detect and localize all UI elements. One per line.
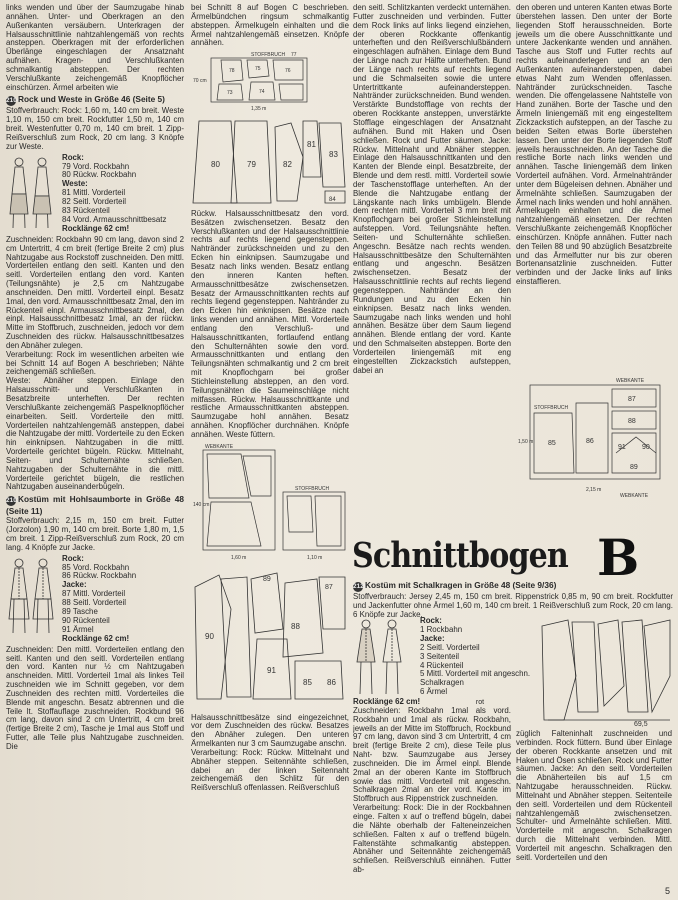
svg-text:69,5: 69,5: [634, 721, 648, 728]
column-2-top-text: bei Schnitt 8 auf Bogen C beschrieben. Ärmelbündchen ringsum schmalkantig absteppen. Ärmelkugeln einhalten und die Ärmel nahtzahlengemäß einsetzen. Knöpfe annähen.: [191, 4, 349, 48]
svg-text:STOFFBRUCH: STOFFBRUCH: [295, 485, 330, 492]
section-2103-parts-block: [6, 555, 184, 644]
section-2103-cutting: Zuschneiden: Den mittl. Vorderteilen entlang den seitl. Kanten und den seitl. Vorderteilen entlang den vord. Kanten nur ½ cm Nahtzugaben anschneiden. Mittl. Vorderteil 1mal als linkes Teil zuschneiden wie im Schnitt gegeben, vor dem Zuschneiden des rechten mittl. Vorderteiles die Blende mit angeschn. Besatz abtrennen und die Teile lt. Stoffauflage zuschneiden. Rockbund 96 cm lang, davon sind 2 cm Untertritt, 4 cm breit (fertige Breite 2 cm), Tasche je 1mal aus Stoff und Futter, alle Teile plus Nahtzugabe zuschneiden. Die: [6, 644, 184, 751]
svg-text:91: 91: [618, 444, 626, 451]
section-2104-parts: Rock: 79 Vord. Rockbahn 80 Rückw. Rockbahn Weste: 81 Mittl. Vorderteil 82 Seitl. Vorderteil 83 Rückenteil 84 Vord. Armausschnittbesatz Rocklänge 62 cm!: [62, 152, 167, 233]
svg-text:79: 79: [247, 160, 256, 170]
section-2120-continued: züglich Falteninhalt zuschneiden und verbinden. Rock füttern. Bund über Einlage der oberen Rockkante ansetzen und mit Haken und Ösen schließen. Rock und Futter säumen. Jacke: An den seitl. Vorderteilen die Abnäherteilen bis auf 1,5 cm Nahtzugabe herausschneiden. Rückw. Mittelnaht und Abnäher steppen. Seitenteile den seitl. Vorderteilen und dem Rückenteil nahtzahlengemäß zwischensetzen. Schulter- und Ärmelnähte schließen. Mittl. Vorderteile mit angeschn. Schalkragen durch die Mittelnaht verbinden. Mittl. Vorderteil mit angeschn. Schalkragen den seitl. Vorderteilen und den: [516, 730, 672, 862]
column-2: [191, 4, 349, 896]
section-2103-parts: Rock: 85 Vord. Rockbahn 86 Rückw. Rockbahn Jacke: 87 Mittl. Vorderteil 88 Seitl. Vorderteil 89 Tasche 90 Rückenteil 91 Ärmel Rocklänge 62 cm!: [62, 553, 137, 643]
svg-text:88: 88: [628, 418, 636, 425]
section-2120-skirt-length: Rocklänge 62 cm!: [353, 698, 421, 706]
column-2-bottom-text: Halsausschnittbesätze sind eingezeichnet, vor dem Zuschneiden des rückw. Besatzes den Abnäher zulegen. Den unteren Ärmelkanten nur 3 cm Saumzugabe anschn.: [191, 712, 349, 749]
section-2120-left-text: [353, 698, 511, 894]
svg-text:WEBKANTE: WEBKANTE: [620, 493, 649, 499]
section-2120-processing: Verarbeitung: Rock: Die in der Rockbahnen einge. Falten x auf o treffend bügeln, dabei die Nähte oberhalb der Falteneinzeichen schließen. Falten x auf o treffend bügeln. Faltenstähte schmalkantig absteppen. Abnäher und Seitennähte zeichengemäß schließen. Reißverschluß einnähen. Futter ab-: [353, 803, 511, 875]
cutting-layout-79-84: [191, 442, 349, 562]
page-title: Schnittbogen: [352, 535, 568, 576]
column-2-mid-text: Rückw. Halsausschnittbesatz den vord. Besätzen zwischensetzen. Besatz den Verschlußkanten und der Halsausschnittlinie rechts auf rechts liegend gegensteppen. Nahtränder zurückschneiden und zu den Ecken hin einknipsen. Saumzugabe und Besatz nach links wenden. Besatz entlang den inneren Kanten heften. Armausschnittbesätze zwischensetzen. Besatz der Armausschnittkanten rechts auf rechts liegend gegensteppen. Nahtränder zu den Ecken hin einknipsen. Besätze nach links wenden und annähen. Mittl. Vorderteile entlang den Verschluß- und Halsausschnittkanten, fortlaufend entlang den Schulternähten sowie den vord. Armausschnittkanten und entlang den Teilungsnähten schmalkantig und 2 cm breit mit Knopflochgarn bei großer Stichleinstellung absteppen, an den vord. Teilungsnähten die Saumeinschläge nicht mitfassen. Rückw. Halsausschnittkante und restliche Armausschnittkanten absteppen. Saumzugabe hohl annähen. Besatz annähen. Knopflöcher durchnähen. Knöpfe annähen. Weste füttern.: [191, 208, 349, 439]
section-number-badge: 2120: [353, 583, 368, 590]
fashion-figure-2120: [352, 616, 412, 696]
column-4-text: den oberen und unteren Kanten etwas Borte überstehen lassen. Den unter der Borte liegenden Stoff herausschneiden. Borte jeweils um die obere Ausschnittkante und untere Jackenkante wenden und annähen. Tasche aus Stoff und Futter rechts auf rechts aufeinanderlegen und an den Außenkanten aufeinandersteppen, dabei etwas Naht zum Wenden offenlassen. Nahtränder zurückschneiden. Tasche wenden. Die offengelassene Nahtstelle von Hand zunähen. Borte der Tasche und den Ärmeln liniengemäß mit eng eingestelltem Zickzackstich aufsteppen, an der Tasche zu beiden Seiten etwas Borte überstehen lassen. Den unter der Borte liegenden Stoff jeweils herausschneiden. An der Tasche die restliche Borte nach links wenden und annähen. Tasche liniengemäß dem linken Vorderteil aufnähen. Vord. Ärmelnahtränder unter dem Bügeleisen dehnen. Abnäher und Ärmelnähte schließen. Saumzugaben der Ärmel nach links wenden und hohl annähen. Ärmelkugeln einhalten und die Ärmel nahtzahlengemäß einsetzen. Der rechten Verschlußkante zeichengemäß Knopflöcher einschürzen. Knöpfe annähen. Futter nach den Teilen 88 und 90 abzüglich Besatzbreite und das Ärmelfutter nur bis zur oberen Bortenansatzlinie zuschneiden. Futter verbinden und der Jacke links auf links einstaffieren.: [516, 4, 672, 287]
svg-text:85: 85: [303, 677, 312, 687]
svg-text:90: 90: [205, 631, 214, 641]
svg-text:81: 81: [307, 140, 316, 150]
cutting-layout-73-78: [191, 50, 349, 112]
section-2104-processing: Verarbeitung: Rock im wesentlichen arbeiten wie bei Schnitt 14 auf Bogen A beschrieben; Nähte zeichengemäß schließen.: [6, 349, 184, 377]
svg-text:73: 73: [227, 90, 233, 97]
section-2120-cutting: Zuschneiden: Rockbahn 1mal als vord. Rockbahn und 1mal als rückw. Rockbahn, jeweils an der Mitte im Stoffbruch, Rockbund 97 cm lang, davon sind 3 cm Untertritt, 4 cm breit (fertige Breite 2 cm), diese Teile plus Naht- bzw. Saumzugabe aus Jersey zuschneiden. Die im Ärmel einpl. Blende 2mal an der oberen Kante im Stoffbruch sowie das mittl. Vorderteil mit angeschn. Schalkragen 2mal an der vord. Kante im Stoffbruch aus Rippenstrick zuschneiden.: [353, 705, 511, 804]
section-2120-fabric: Stoffverbrauch: Jersey 2,45 m, 150 cm breit. Rippenstrick 0,85 m, 90 cm breit. Rockfutter und Jackenfutter ohne Ärmel 1,60 m, 140 cm breit. 1 Reißverschluß zum Rock, 20 cm lang. 6 Knöpfe zur Jacke.: [353, 592, 673, 619]
svg-text:87: 87: [628, 396, 636, 403]
svg-text:70 cm: 70 cm: [193, 78, 207, 85]
svg-text:74: 74: [259, 89, 265, 96]
svg-text:87: 87: [325, 583, 333, 591]
svg-text:1,60 m: 1,60 m: [231, 554, 247, 561]
svg-text:WEBKANTE: WEBKANTE: [616, 378, 645, 384]
pattern-pieces-2120: [538, 616, 674, 728]
column-3-text: den seitl. Schlitzkanten verdeckt unternähen. Futter zuschneiden und verbinden. Futter dem Rock links auf links liegend einziehen, der oberen Rockkante offenkantig unterheften und den Reißverschlußbändern eingeschlagen aufnähen. Einlage dem Bund der Länge nach zur Hälfte unterheften. Bund der Länge nach rechts auf rechts liegend und die Schmalseiten sowie die untere Untertrittkante aufeinandersteppen. Nahtränder zurückschneiden. Bund wenden. Verstärkte Bundstofflage von rechts der oberen Rockkante ansteppen, unverstärkte Stofflage eingeschlagen der Ansatznaht aufnähen. Bund mit Haken und Ösen schließen. Rock und Futter säumen. Jacke: Rückw. Mittelnaht und Abnäher steppen. Einlage den Halsausschnittkanten und den Kanten der Blende einpl. Besatzbreite, der Blende und dem restl. mittl. Vorderteil sowie der Taschenstofflage unterheften. An der Blende die Nahtzugabe entlang der Längskante nach links umbügeln. Blende dem rechten mittl. Vorderteil 3 mm breit mit Knopflochgarn bei großer Stichleinstellung aufsteppen. Vord. Teilungsnähte heften. Seiten- und Schulternähte schließen. Angeschn. Besätze nach rechts wenden. Halsausschnittbesätze den Schulternähten entlang und angeschn. Besätzen zwischensetzen. Besatz der Halsausschnittlinie rechts auf rechts liegend gegensteppen. Nahtränder an den Rundungen und zu den Ecken hin einknipsen. Besatz nach links wenden. Saumzugabe nach links wenden und hohl annähen. Besätze über dem Saum liegend annähen. Blende entlang der vord. Kante und den Schmalseiten absteppen. Borte den Vorderteilen liniengemäß mit eng eingestellten Zickzackstich aufsteppen, dabei an: [353, 4, 511, 375]
column-4: [516, 4, 672, 376]
svg-text:76: 76: [285, 68, 291, 75]
svg-text:WEBKANTE: WEBKANTE: [205, 443, 234, 450]
svg-text:1,35 m: 1,35 m: [251, 106, 267, 113]
section-2120-parts: Rock: 1 Rockbahn Jacke: 2 Seitl. Vorderteil 3 Seitenteil 4 Rückenteil 5 Mittl. Vorderteil mit angeschn. Schalkragen 6 Ärmel rot: [420, 616, 531, 707]
svg-text:89: 89: [263, 575, 271, 583]
section-2104-vest: Weste: Abnäher steppen. Einlage den Halsausschnitt- und Verschlußkanten in Besatzbreite unterheften. Der rechten Verschlußkante zeichengemäß Paspelknopflöcher einarbeiten. Seitl. Vorderteile den mittl. Vorderteilen nahtzahlengemäß ansteppen, dabei die Nahtzugabe der mittl. Vorderteile zu den Ecken hin einknipsen. Nahtzugaben in die mittl. Vorderteile gerichtet bügeln. Rückw. Mittelnaht, Seiten- und Schulternähte schließen. Nahtzugaben der Schulternähte in die mittl. Vorderteile gerichtet bügeln, die restlichen Nahtzugaben auseinanderbügeln.: [6, 376, 184, 492]
section-2104-heading: 2104Rock und Weste in Größe 46 (Seite 5): [6, 94, 165, 105]
svg-text:78: 78: [229, 68, 235, 75]
section-2103-fabric: Stoffverbrauch: 2,15 m, 150 cm breit. Futter (Jorzolon) 1,90 m, 140 cm breit. Borte 1,80 m, 1,5 cm breit. 1 Zipp-Reißverschluß zum Rock, 20 cm lang. 4 Knöpfe zur Jacke.: [6, 516, 184, 552]
page-title-letter: B: [597, 528, 640, 587]
section-number-badge: 2103: [6, 497, 21, 505]
svg-text:83: 83: [329, 150, 338, 160]
svg-text:STOFFBRUCH: STOFFBRUCH: [251, 52, 286, 59]
section-2104-parts-block: [6, 154, 184, 234]
section-2104-fabric: Stoffverbrauch: Rock: 1,60 m, 140 cm breit. Weste 1,10 m, 150 cm breit. Rockfutter 1,50 m, 140 cm breit. Westenfutter 0,70 m, 140 cm breit. 1 Zipp-Reißverschluß zum Rock, 20 cm lang. 3 Knöpfe zur Weste.: [6, 106, 184, 151]
cutting-layout-85-91: [516, 373, 676, 501]
page-number: 5: [664, 886, 670, 896]
svg-text:1,50 m: 1,50 m: [518, 439, 534, 445]
column-1: [6, 4, 184, 896]
svg-text:85: 85: [548, 440, 556, 447]
svg-text:75: 75: [255, 66, 261, 73]
section-2103-heading: 2103Kostüm mit Hohlsaumborte in Größe 48 (Seite 11): [6, 494, 184, 517]
svg-text:140 cm: 140 cm: [193, 501, 210, 508]
svg-text:80: 80: [211, 160, 220, 170]
svg-text:90: 90: [642, 444, 650, 451]
column-3: [353, 4, 511, 529]
pattern-pieces-85-91: [191, 569, 349, 709]
svg-text:86: 86: [327, 677, 336, 687]
section-2104-cutting: Zuschneiden: Rockbahn 90 cm lang, davon sind 2 cm Untertritt, 4 cm breit (fertige Breite 2 cm) plus Nahtzugabe aus Rockstoff zuschneiden. Den mittl. Vorderteilen entlang den seitl. Kanten und den seitl. Vorderteilen entlang den vord. Kanten (Teilungsnähte) je 2,5 cm Nahtzugabe anschneiden. Den mittl. Vorderteil einpl. Besatz 1mal, den vord. Armausschnittbesatz 2mal, den im Rückenteil einpl. Armausschnittbesatz 2mal, den einpl. Halsausschnittbesatz 1mal, an der rückw. Mitte im Stoffbruch, zuschneiden, jedoch vor dem Zuschneiden des rückw. Halsausschnittbesatzes den Abnäher zulegen.: [6, 234, 184, 350]
column-2-processing: Verarbeitung: Rock: Rückw. Mittelnaht und Abnäher steppen. Seitennähte schließen, dabei an der linken Seitennaht zeichengemäß den Schlitz für den Reißverschluß offenlassen. Reißverschluß: [191, 747, 349, 793]
fashion-figure-2103: [6, 555, 58, 637]
fashion-figure-2104: [6, 154, 58, 232]
pattern-pieces-79-84: [191, 117, 349, 207]
svg-text:STOFFBRUCH: STOFFBRUCH: [534, 405, 569, 411]
svg-text:77: 77: [291, 52, 297, 59]
svg-text:91: 91: [267, 665, 276, 675]
intro-text: links wenden und über der Saumzugabe hinab annähen. Unter- und Oberkragen an den Außenkanten versäubern. Unterkragen der Halsausschnittlinie nahtzahlengemäß von rechts ansteppen. Oberkragen mit der erforderlichen Überlänge eingeschlagen der Ansatznaht aufnähen. Kragen- und Verschlußkanten schmalkantig absteppen. Der rechten Verschlußkante zeichengemäß Knopflöcher einschürzen. Ärmel arbeiten wie: [6, 4, 184, 92]
svg-text:89: 89: [630, 464, 638, 471]
svg-text:86: 86: [586, 438, 594, 445]
section-2120-heading: 2120Kostüm mit Schalkragen in Größe 48 (Seite 9/36): [353, 580, 557, 590]
svg-text:82: 82: [283, 160, 292, 170]
svg-text:88: 88: [291, 621, 300, 631]
svg-text:84: 84: [329, 197, 336, 204]
svg-text:2,15 m: 2,15 m: [586, 487, 602, 493]
svg-text:1,10 m: 1,10 m: [307, 554, 323, 561]
section-2120-right-text: [516, 730, 672, 882]
section-number-badge: 2104: [6, 97, 21, 105]
